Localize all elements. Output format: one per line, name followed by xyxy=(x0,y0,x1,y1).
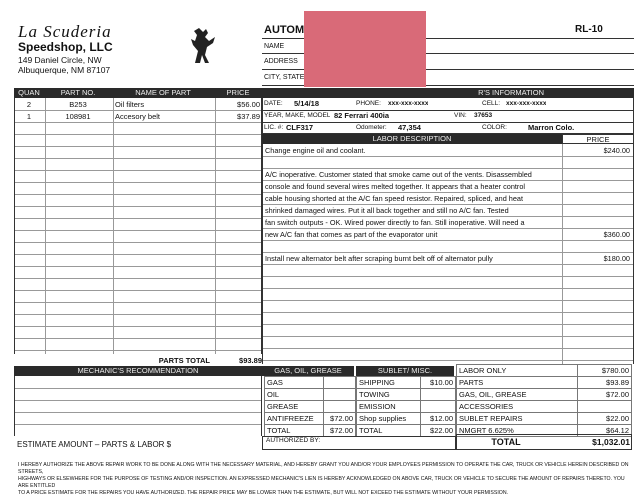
gas-value-5: $72.00 xyxy=(324,425,356,437)
col-price-header: PRICE xyxy=(226,88,250,97)
sublet-label-3: EMISSION xyxy=(357,401,421,413)
authorized-by-field[interactable] xyxy=(262,436,456,450)
sublet-row xyxy=(357,377,456,389)
sublet-misc-header: SUBLET/ MISC. xyxy=(356,366,454,376)
labor-item-2-line-5: fan switch outputs - OK. Wired power directly to fan. Still inoperative. Will need a xyxy=(265,218,525,227)
part-row-2-quan: 1 xyxy=(26,112,32,121)
sublet-value-3 xyxy=(421,401,456,413)
summary-row xyxy=(457,365,632,377)
color-label: COLOR: xyxy=(482,124,507,131)
gas-value-2 xyxy=(324,389,356,401)
gas-row xyxy=(265,413,356,425)
customer-address-label: ADDRESS xyxy=(264,58,298,65)
date-label: DATE: xyxy=(264,100,283,107)
labor-item-2-line-1: A/C inoperative. Customer stated that smoke came out of the vents. Disassembled xyxy=(265,170,532,179)
customer-name-label: NAME xyxy=(264,43,285,50)
odometer-value: 47,354 xyxy=(398,123,421,132)
phone-value: xxx-xxx-xxxx xyxy=(388,100,429,107)
labor-item-1-line-1: Change engine oil and coolant. xyxy=(265,146,366,155)
gas-label-4: ANTIFREEZE xyxy=(265,413,324,425)
odometer-label: Odometer: xyxy=(356,124,387,131)
lic-value: CLF317 xyxy=(286,123,314,132)
sublet-label-5: TOTAL xyxy=(357,425,421,437)
sublet-label-1: SHIPPING xyxy=(357,377,421,389)
part-row-1-price: $56.00 xyxy=(237,100,260,109)
summary-label-1: LABOR ONLY xyxy=(457,365,578,377)
shop-logo-name: La Scuderia xyxy=(18,22,112,41)
ymm-value: 82 Ferrari 400ia xyxy=(334,111,390,120)
grand-total-label: TOTAL xyxy=(491,437,521,447)
date-value: 5/14/18 xyxy=(294,99,320,108)
shop-address-line1: 149 Daniel Circle, NW xyxy=(18,55,102,65)
gas-oil-grease-header: GAS, OIL, GREASE xyxy=(262,366,354,376)
grand-total-value: $1,032.01 xyxy=(592,437,630,447)
labor-item-2-line-6: new A/C fan that comes as part of the evaporator unit xyxy=(265,230,438,239)
summary-label-4: ACCESSORIES xyxy=(457,401,578,413)
gas-label-3: GREASE xyxy=(265,401,324,413)
authorized-by-label: AUTHORIZED BY: xyxy=(266,437,321,444)
gas-label-1: GAS xyxy=(265,377,324,389)
estimate-amount-label: ESTIMATE AMOUNT – PARTS & LABOR $ xyxy=(17,440,172,449)
phone-label: PHONE: xyxy=(356,100,381,107)
labor-description-header: LABOR DESCRIPTION xyxy=(262,134,562,144)
labor-item-3-line-1: Install new alternator belt after scraping burnt belt off of alternator pully xyxy=(265,254,493,263)
gas-value-3 xyxy=(324,401,356,413)
labor-price-header: PRICE xyxy=(562,134,634,144)
gas-label-5: TOTAL xyxy=(265,425,324,437)
summary-value-5: $22.00 xyxy=(578,413,632,425)
vin-value: 37653 xyxy=(474,112,493,119)
prancing-horse-icon xyxy=(185,25,219,65)
disclaimer-line-3: TO A PRICE ESTIMATE FOR THE REPAIRS YOU HAVE AUTHORIZED. THE REPAIR PRICE MAY BE LOWER THAN THE ESTIMATE, BUT WILL NOT EXCEED THE ESTIMATE WITHOUT YOUR PERMISSION. xyxy=(18,490,509,496)
labor-item-2-price: $360.00 xyxy=(603,230,630,239)
summary-row xyxy=(457,401,632,413)
cell-label: CELL: xyxy=(482,100,501,107)
customer-city-label: CITY, STATE xyxy=(264,74,305,81)
labor-item-2-line-2: console and found several wires melted together. It appears that a heater control xyxy=(265,182,526,191)
gas-row xyxy=(265,377,356,389)
summary-row xyxy=(457,413,632,425)
sublet-label-2: TOWING xyxy=(357,389,421,401)
summary-value-3: $72.00 xyxy=(578,389,632,401)
gas-value-4: $72.00 xyxy=(324,413,356,425)
gas-row xyxy=(265,401,356,413)
summary-label-6: NMGRT 6.625% xyxy=(457,425,578,437)
labor-item-2-line-3: cable housing shorted at the A/C fan speed resistor. Repaired, spliced, and heat xyxy=(265,194,523,203)
sublet-value-4: $12.00 xyxy=(421,413,456,425)
form-number: RL-10 xyxy=(575,24,603,35)
part-row-2-name: Accesory belt xyxy=(115,112,161,121)
sublet-row xyxy=(357,425,456,437)
sublet-table xyxy=(356,376,456,437)
summary-row xyxy=(457,389,632,401)
part-row-2-price: $37.89 xyxy=(237,112,260,121)
color-value: Marron Colo. xyxy=(528,123,575,132)
labor-item-2-line-4: shrinked damaged wires. Put it all back together and still no A/C fan. Tested xyxy=(265,206,509,215)
part-row-1-quan: 2 xyxy=(26,100,32,109)
disclaimer-line-1: I HEREBY AUTHORIZE THE ABOVE REPAIR WORK TO BE DONE ALONG WITH THE NECESSARY MATERIAL, AND HEREBY GRANT YOU AND/OR YOUR EMPLOYEES PERMISSION TO OPERATE THE CAR, TRUCK OR VEHICLE HEREIN DESCRIBED ON STREETS, xyxy=(18,462,629,475)
parts-total-value: $93.89 xyxy=(239,356,262,365)
sublet-label-4: Shop supplies xyxy=(357,413,421,425)
sublet-value-5: $22.00 xyxy=(421,425,456,437)
summary-value-4 xyxy=(578,401,632,413)
sublet-value-2 xyxy=(421,389,456,401)
labor-item-3-price: $180.00 xyxy=(603,254,630,263)
part-row-2-partno: 108981 xyxy=(65,112,91,121)
labor-item-1-price: $240.00 xyxy=(603,146,630,155)
sublet-row xyxy=(357,401,456,413)
mechanic-recommendation-header: MECHANIC'S RECOMMENDATION xyxy=(14,366,262,376)
mechanic-recommendation-area xyxy=(14,376,262,436)
col-name-header: NAME OF PART xyxy=(135,88,191,97)
disclaimer-line-2: HIGHWAYS OR ELSEWHERE FOR THE PURPOSE OF TESTING AND/OR INSPECTION. AN EXPRESSED MECHANIC'S LIEN IS HEREBY ACKNOWLEDGED ON ABOVE CAR, TRUCK OR VEHICLE TO SECURE THE AMOUNT OF REPAIRS THERETO. YOU ARE ENTITLED xyxy=(18,476,625,489)
gas-value-1 xyxy=(324,377,356,389)
vehicle-info-header: R'S INFORMATION xyxy=(262,88,634,98)
gas-label-2: OIL xyxy=(265,389,324,401)
cell-value: xxx-xxx-xxxx xyxy=(506,100,547,107)
gas-row xyxy=(265,389,356,401)
part-row-1-partno: B253 xyxy=(69,100,87,109)
form-title-left: AUTOM xyxy=(264,24,305,36)
sublet-row xyxy=(357,413,456,425)
sublet-row xyxy=(357,389,456,401)
shop-subname: Speedshop, LLC xyxy=(18,40,113,54)
gas-row xyxy=(265,425,356,437)
shop-address-line2: Albuquerque, NM 87107 xyxy=(18,65,111,75)
redaction-sticker xyxy=(304,11,426,87)
summary-label-3: GAS, OIL, GREASE xyxy=(457,389,578,401)
col-quan-header: QUAN xyxy=(18,88,40,97)
sublet-value-1: $10.00 xyxy=(421,377,456,389)
summary-value-1: $780.00 xyxy=(578,365,632,377)
part-row-1-name: Oil filters xyxy=(115,100,145,109)
vin-label: VIN: xyxy=(454,112,467,119)
summary-value-6: $64.12 xyxy=(578,425,632,437)
summary-label-5: SUBLET REPAIRS xyxy=(457,413,578,425)
summary-value-2: $93.89 xyxy=(578,377,632,389)
col-partno-header: PART NO. xyxy=(60,88,96,97)
summary-row xyxy=(457,377,632,389)
parts-total-label: PARTS TOTAL xyxy=(158,356,210,365)
ymm-label: YEAR, MAKE, MODEL xyxy=(264,112,331,119)
lic-label: LIC. #: xyxy=(264,124,284,131)
parts-grid xyxy=(14,98,262,354)
gas-table xyxy=(264,376,356,437)
summary-label-2: PARTS xyxy=(457,377,578,389)
summary-table xyxy=(456,364,632,437)
